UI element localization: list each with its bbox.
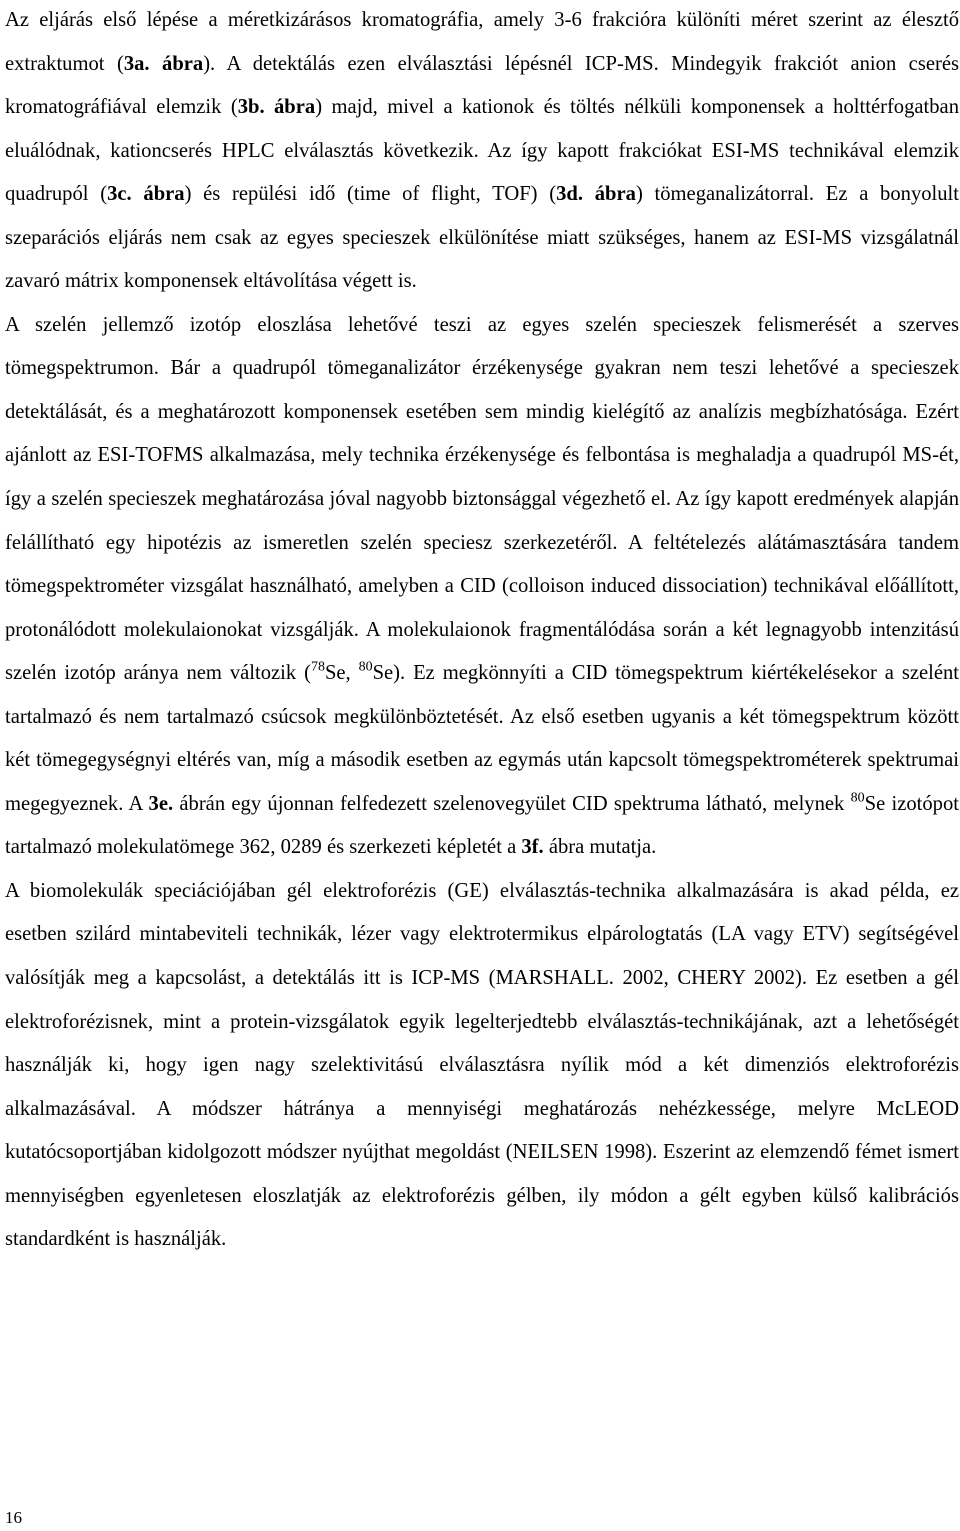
- text-run: A szelén jellemző izotóp eloszlása lehetővé teszi az egyes szelén specieszek felismerését a szerves tömegspektrumon. Bár a quadrupól tömeganalizátor érzékenysége gyakran nem teszi lehetővé a specieszek detektálását, és a meghatározott komponensek esetében sem mindig kielégítő az analízis megbízhatósága. Ezért ajánlott az ESI-TOFMS alkalmazása, mely technika érzékenysége és felbontása is meghaladja a quadrupól MS-ét, így a szelén specieszek meghatározása jóval nagyobb biztonsággal végezhető el. Az így kapott eredmények alapján felállítható egy hipotézis az ismeretlen szelén speciesz szerkezetéről. A feltételezés alátámasztására tandem tömegspektrométer vizsgálat használható, amelyben a CID (colloison induced dissociation) technikával előállított, protonálódott molekulaionokat vizsgálják. A molekulaionok fragmentálódása során a két legnagyobb intenzitású szelén izotóp aránya nem változik (: [5, 313, 959, 685]
- text-run: 3c. ábra: [107, 183, 185, 206]
- text-run: 3d. ábra: [556, 183, 636, 206]
- text-run: ábra mutatja.: [543, 836, 657, 859]
- page-number: 16: [5, 1508, 22, 1527]
- text-run: A biomolekulák speciációjában gél elektroforézis (GE) elválasztás-technika alkalmazására is akad példa, ez esetben szilárd mintabeviteli technikák, lézer vagy elektrotermikus elpárologtatás (LA vagy ETV) segítségével valósítják meg a kapcsolást, a detektálás itt is ICP-MS (MARSHALL. 2002, CHERY 2002). Ez esetben a gél elektroforézisnek, mint a protein-vizsgálatok egyik legelterjedtebb elválasztás-technikájának, azt a lehetőségét használják ki, hogy igen nagy szelektivitású elválasztásra nyílik mód a két dimenziós elektroforézis alkalmazásával. A módszer hátránya a mennyiségi meghatározás nehézkessége, melyre McLEOD kutatócsoportjában kidolgozott módszer nyújthat megoldást (NEILSEN 1998). Eszerint az elemzendő fémet ismert mennyiségben egyenletesen eloszlatják az elektroforézis gélben, ily módon a gélt egyben külső kalibrációs standardként is használják.: [5, 879, 959, 1251]
- text-run: 80: [358, 659, 373, 675]
- text-run: 3a. ábra: [123, 52, 204, 75]
- text-run: Se). Ez megkönnyíti a CID tömegspektrum kiértékelésekor a szelént tartalmazó és nem tartalmazó csúcsok megkülönböztetését. Az első esetben ugyanis a két tömegspektrum között két tömegegységnyi eltérés van, míg a második esetben az egymás után kapcsolt tömegspektrométerek spektrumai megegyeznek. A: [5, 662, 959, 815]
- text-run: Az eljárás első lépése a méretkizárásos kromatográfia, amely 3-6 frakcióra különíti méret szerint az élesztő extraktumot (: [5, 9, 959, 75]
- text-run: ) és repülési idő (time of flight, TOF) (: [184, 183, 557, 206]
- text-run: Se izotópot tartalmazó molekulatömege 362, 0289 és szerkezeti képletét a: [5, 792, 959, 859]
- text-run: 80: [850, 790, 865, 806]
- paragraph-2: [5, 304, 959, 870]
- text-run: Se,: [324, 662, 359, 685]
- text-run: ). A detektálás ezen elválasztási lépésnél ICP-MS. Mindegyik frakciót anion cserés kromatográfiával elemzik (: [5, 52, 959, 119]
- text-run: ) tömeganalizátorral. Ez a bonyolult szeparációs eljárás nem csak az egyes specieszek elkülönítése miatt szükséges, hanem az ESI-MS vizsgálatnál zavaró mátrix komponensek eltávolítása végett is.: [5, 183, 960, 293]
- text-run: ) majd, mivel a kationok és töltés nélküli komponensek a holttérfogatban eluálódnak, kationcserés HPLC elválasztás következik. Az így kapott frakciókat ESI-MS technikával elemzik quadrupól (: [5, 96, 959, 206]
- document-page: [5, 0, 959, 1262]
- paragraph-3: [5, 870, 959, 1262]
- text-run: 3b. ábra: [237, 96, 316, 119]
- text-run: 3e.: [148, 792, 174, 815]
- text-run: 3f.: [521, 836, 544, 859]
- text-run: ábrán egy újonnan felfedezett szelenovegyület CID spektruma látható, melynek: [173, 792, 851, 815]
- paragraph-1: [5, 0, 959, 304]
- text-run: 78: [310, 659, 325, 675]
